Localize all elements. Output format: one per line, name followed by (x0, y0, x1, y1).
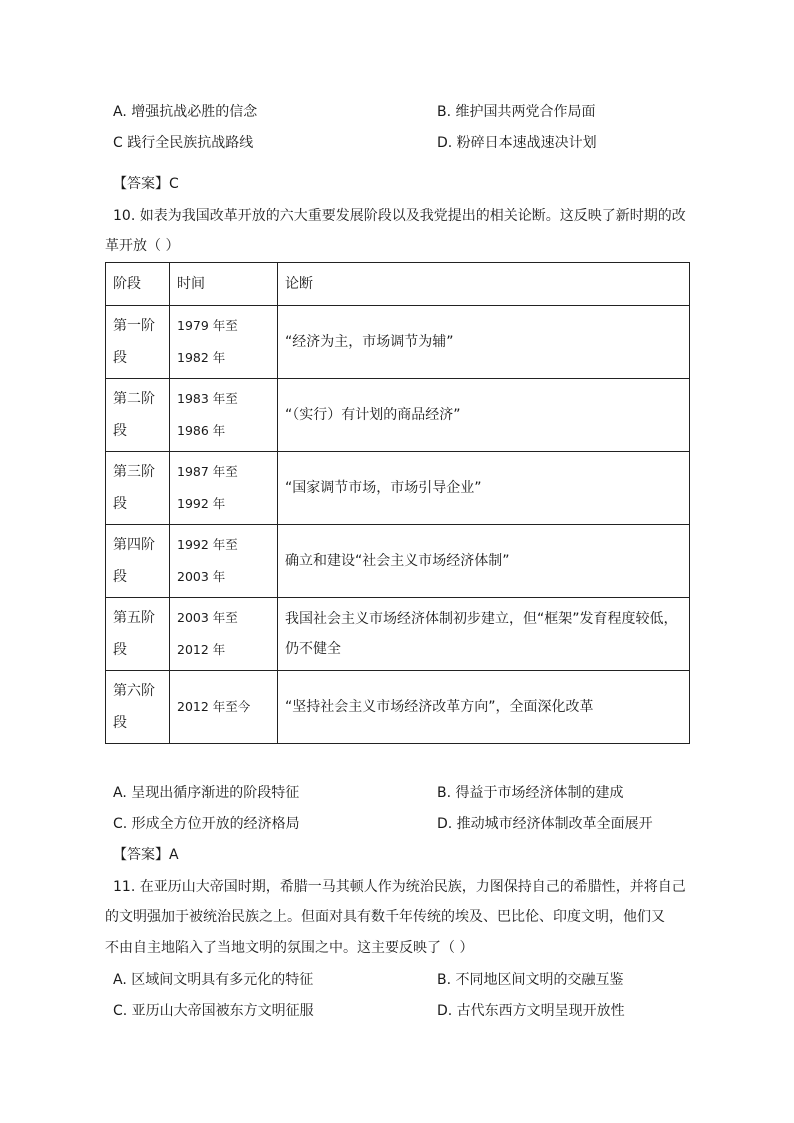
reform-stages-table (105, 262, 690, 744)
claim-cell: “（实行）有计划的商品经济” (278, 379, 690, 452)
q10-stem-line-2: 革开放（ ） (105, 238, 180, 254)
time-cell: 2003 年至 2012 年 (170, 598, 278, 671)
q10-option-b: B. 得益于市场经济体制的建成 (437, 785, 624, 801)
table-row (106, 452, 690, 525)
header-stage: 阶段 (106, 263, 170, 306)
time-cell: 1983 年至 1986 年 (170, 379, 278, 452)
stage-cell: 第三阶段 (106, 452, 170, 525)
time-cell: 1992 年至 2003 年 (170, 525, 278, 598)
q11-stem-line-3: 不由自主地陷入了当地文明的氛围之中。这主要反映了（ ） (105, 940, 474, 956)
answer-value: C (169, 176, 179, 192)
time-cell: 2012 年至今 (170, 671, 278, 744)
q10-option-d: D. 推动城市经济体制改革全面展开 (437, 816, 653, 832)
table-row (106, 671, 690, 744)
stage-cell: 第六阶段 (106, 671, 170, 744)
answer-label: 【答案】 (113, 176, 169, 192)
q11-option-a: A. 区域间文明具有多元化的特征 (113, 972, 314, 988)
q10-option-c: C. 形成全方位开放的经济格局 (113, 816, 300, 832)
q11-stem-line-1: 11. 在亚历山大帝国时期，希腊一马其顿人作为统治民族，力图保持自己的希腊性，并将自己 (113, 879, 686, 895)
q11-stem-line-2: 的文明强加于被统治民族之上。但面对具有数千年传统的埃及、巴比伦、印度文明，他们又 (105, 909, 665, 925)
q9-answer (113, 174, 179, 194)
answer-label: 【答案】 (113, 847, 169, 863)
q9-option-c: C 践行全民族抗战路线 (113, 135, 254, 151)
header-time: 时间 (170, 263, 278, 306)
q9-option-b: B. 维护国共两党合作局面 (437, 104, 596, 120)
claim-cell: “坚持社会主义市场经济改革方向”，全面深化改革 (278, 671, 690, 744)
q10-answer (113, 845, 179, 865)
table-row (106, 306, 690, 379)
q10-option-a: A. 呈现出循序渐进的阶段特征 (113, 785, 300, 801)
q10-stem-line-1: 10. 如表为我国改革开放的六大重要发展阶段以及我党提出的相关论断。这反映了新时期的改 (113, 208, 686, 224)
q9-option-a: A. 增强抗战必胜的信念 (113, 104, 258, 120)
claim-cell: “国家调节市场，市场引导企业” (278, 452, 690, 525)
answer-value: A (169, 847, 179, 863)
q9-option-d: D. 粉碎日本速战速决计划 (437, 135, 597, 151)
stage-cell: 第五阶段 (106, 598, 170, 671)
stage-cell: 第二阶段 (106, 379, 170, 452)
claim-cell: 我国社会主义市场经济体制初步建立，但“框架”发育程度较低，仍不健全 (278, 598, 690, 671)
claim-cell: 确立和建设“社会主义市场经济体制” (278, 525, 690, 598)
q11-option-d: D. 古代东西方文明呈现开放性 (437, 1003, 625, 1019)
claim-cell: “经济为主，市场调节为辅” (278, 306, 690, 379)
q11-option-b: B. 不同地区间文明的交融互鉴 (437, 972, 624, 988)
header-claim: 论断 (278, 263, 690, 306)
stage-cell: 第四阶段 (106, 525, 170, 598)
time-cell: 1987 年至 1992 年 (170, 452, 278, 525)
table-row (106, 525, 690, 598)
q11-option-c: C. 亚历山大帝国被东方文明征服 (113, 1003, 314, 1019)
table-row (106, 379, 690, 452)
table-header-row (106, 263, 690, 306)
time-cell: 1979 年至 1982 年 (170, 306, 278, 379)
table-row (106, 598, 690, 671)
stage-cell: 第一阶段 (106, 306, 170, 379)
